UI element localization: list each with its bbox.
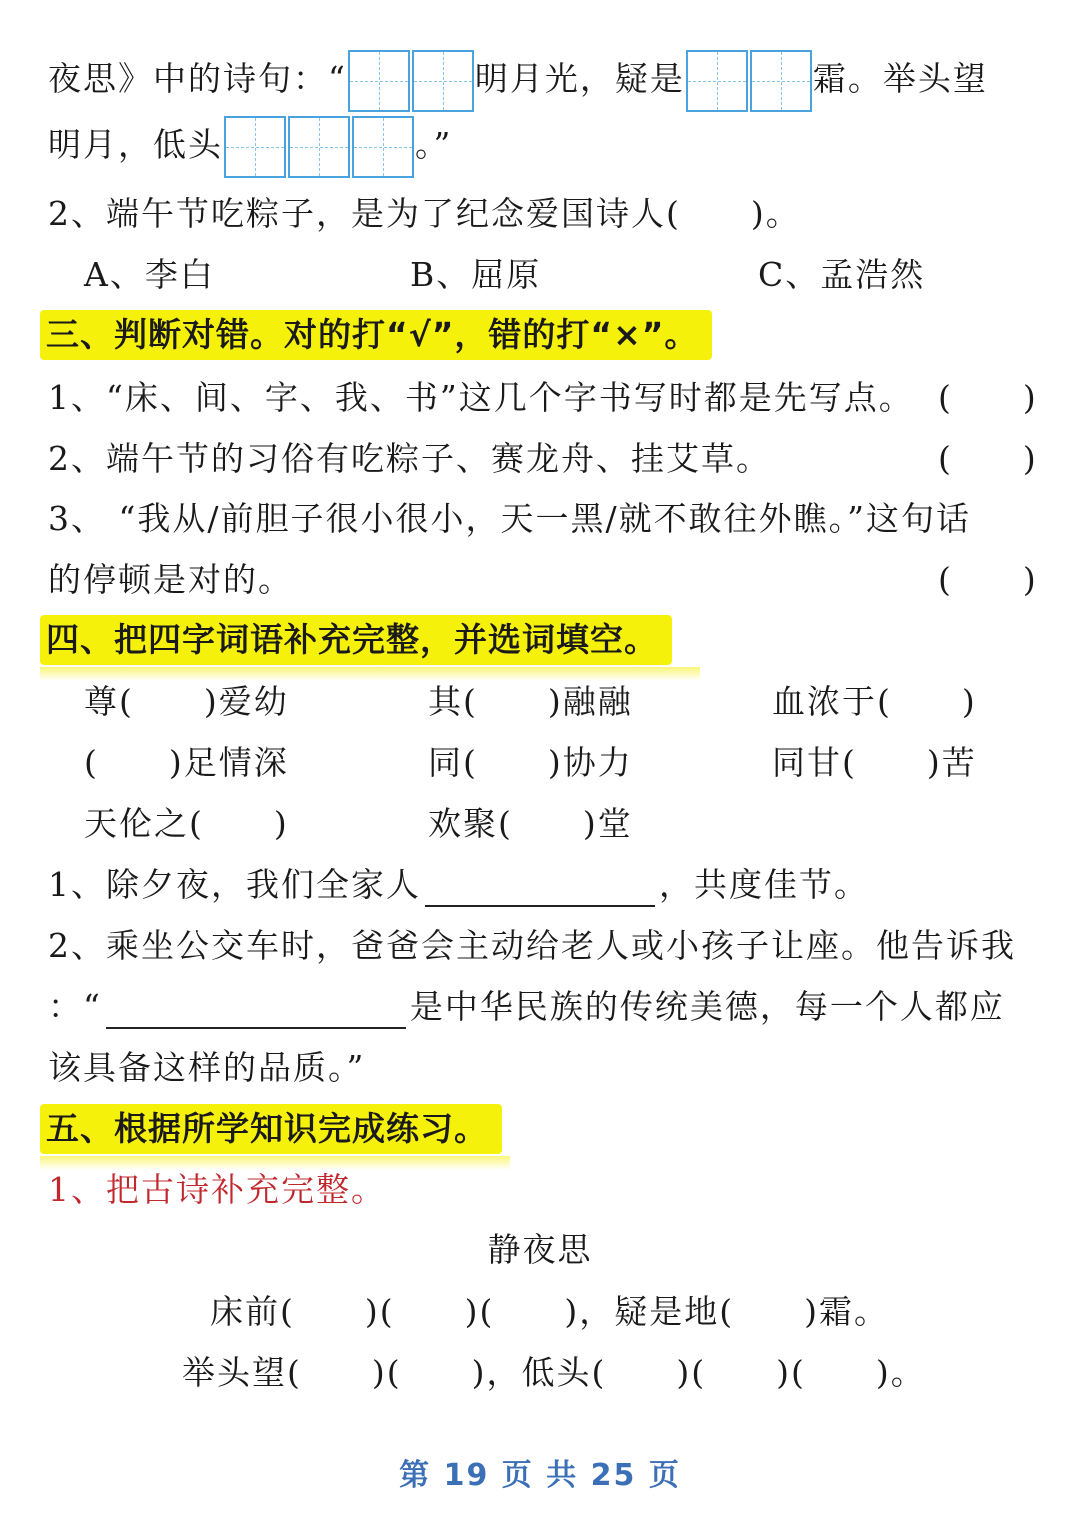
judge-paren-3[interactable]: ( )	[938, 560, 1038, 599]
idiom-4[interactable]: ( )足情深	[84, 743, 289, 782]
judge-paren-1[interactable]: ( )	[938, 378, 1038, 417]
page-footer: 第 19 页 共 25 页	[399, 1458, 681, 1493]
judge-item-2: 2、端午节的习俗有吃粽子、赛龙舟、挂艾草。	[48, 439, 771, 478]
idiom-2[interactable]: 其( )融融	[428, 682, 633, 721]
fill-2-text-b: 是中华民族的传统美德，每一个人都应	[409, 987, 1005, 1026]
section-3-heading: 三、判断对错。对的打“√”，错的打“×”。	[40, 310, 712, 360]
judge-item-3: 3、 “我从/前胆子很小很小，天一黑/就不敢往外瞧。”这句话	[48, 499, 971, 538]
char-grid-box[interactable]	[348, 50, 410, 112]
option-c[interactable]: C、孟浩然	[758, 255, 926, 294]
poem-fill-line-2	[48, 116, 452, 178]
option-a[interactable]: A、李白	[84, 255, 215, 294]
judge-item-3-cont: 的停顿是对的。	[48, 560, 293, 599]
fill-1-text-b: ，共度佳节。	[659, 865, 869, 904]
judge-paren-2[interactable]: ( )	[938, 439, 1038, 478]
idiom-7[interactable]: 天伦之( )	[84, 804, 289, 843]
char-grid-box[interactable]	[750, 50, 812, 112]
poem-fill-text-a: 夜思》中的诗句：“	[48, 59, 347, 98]
judge-item-1: 1、“床、间、字、我、书”这几个字书写时都是先写点。	[48, 378, 914, 417]
idiom-1[interactable]: 尊( )爱幼	[84, 682, 289, 721]
fill-sentence-1	[48, 863, 869, 907]
poem-title: 静夜思	[487, 1230, 593, 1269]
char-grid-box[interactable]	[412, 50, 474, 112]
option-b[interactable]: B、屈原	[410, 255, 542, 294]
section-4-heading: 四、把四字词语补充完整，并选词填空。	[40, 615, 672, 665]
section-5-sub: 1、把古诗补充完整。	[48, 1170, 386, 1209]
poem-line-1[interactable]: 床前( )( )( )，疑是地( )霜。	[210, 1292, 889, 1331]
char-grid-box[interactable]	[288, 116, 350, 178]
fill-1-blank[interactable]	[425, 905, 655, 907]
idiom-5[interactable]: 同( )协力	[428, 743, 633, 782]
fill-sentence-2: 2、乘坐公交车时，爸爸会主动给老人或小孩子让座。他告诉我	[48, 926, 1016, 965]
poem-fill-text-b: 明月光，疑是	[474, 59, 685, 98]
idiom-6[interactable]: 同甘( )苦	[772, 743, 977, 782]
idiom-8[interactable]: 欢聚( )堂	[428, 804, 633, 843]
poem-fill-text-d: 明月，低头	[48, 125, 223, 164]
fill-sentence-2-line-2	[48, 985, 1005, 1029]
poem-fill-line-1	[48, 50, 988, 112]
char-grid-box[interactable]	[224, 116, 286, 178]
poem-line-2[interactable]: 举头望( )( )，低头( )( )( )。	[182, 1353, 926, 1392]
fill-2-blank[interactable]	[106, 1027, 406, 1029]
fill-2-text-a: ：“	[48, 987, 102, 1026]
char-grid-box[interactable]	[686, 50, 748, 112]
question-2: 2、端午节吃粽子，是为了纪念爱国诗人( )。	[48, 194, 801, 233]
poem-fill-text-c: 霜。举头望	[812, 59, 988, 98]
idiom-3[interactable]: 血浓于( )	[772, 682, 977, 721]
fill-1-text-a: 1、除夕夜，我们全家人	[48, 865, 421, 904]
poem-fill-text-e: 。”	[415, 125, 453, 164]
char-grid-box[interactable]	[352, 116, 414, 178]
fill-sentence-2-line-3: 该具备这样的品质。”	[48, 1048, 366, 1087]
section-5-heading: 五、根据所学知识完成练习。	[40, 1104, 502, 1154]
heading-shadow	[40, 667, 700, 681]
